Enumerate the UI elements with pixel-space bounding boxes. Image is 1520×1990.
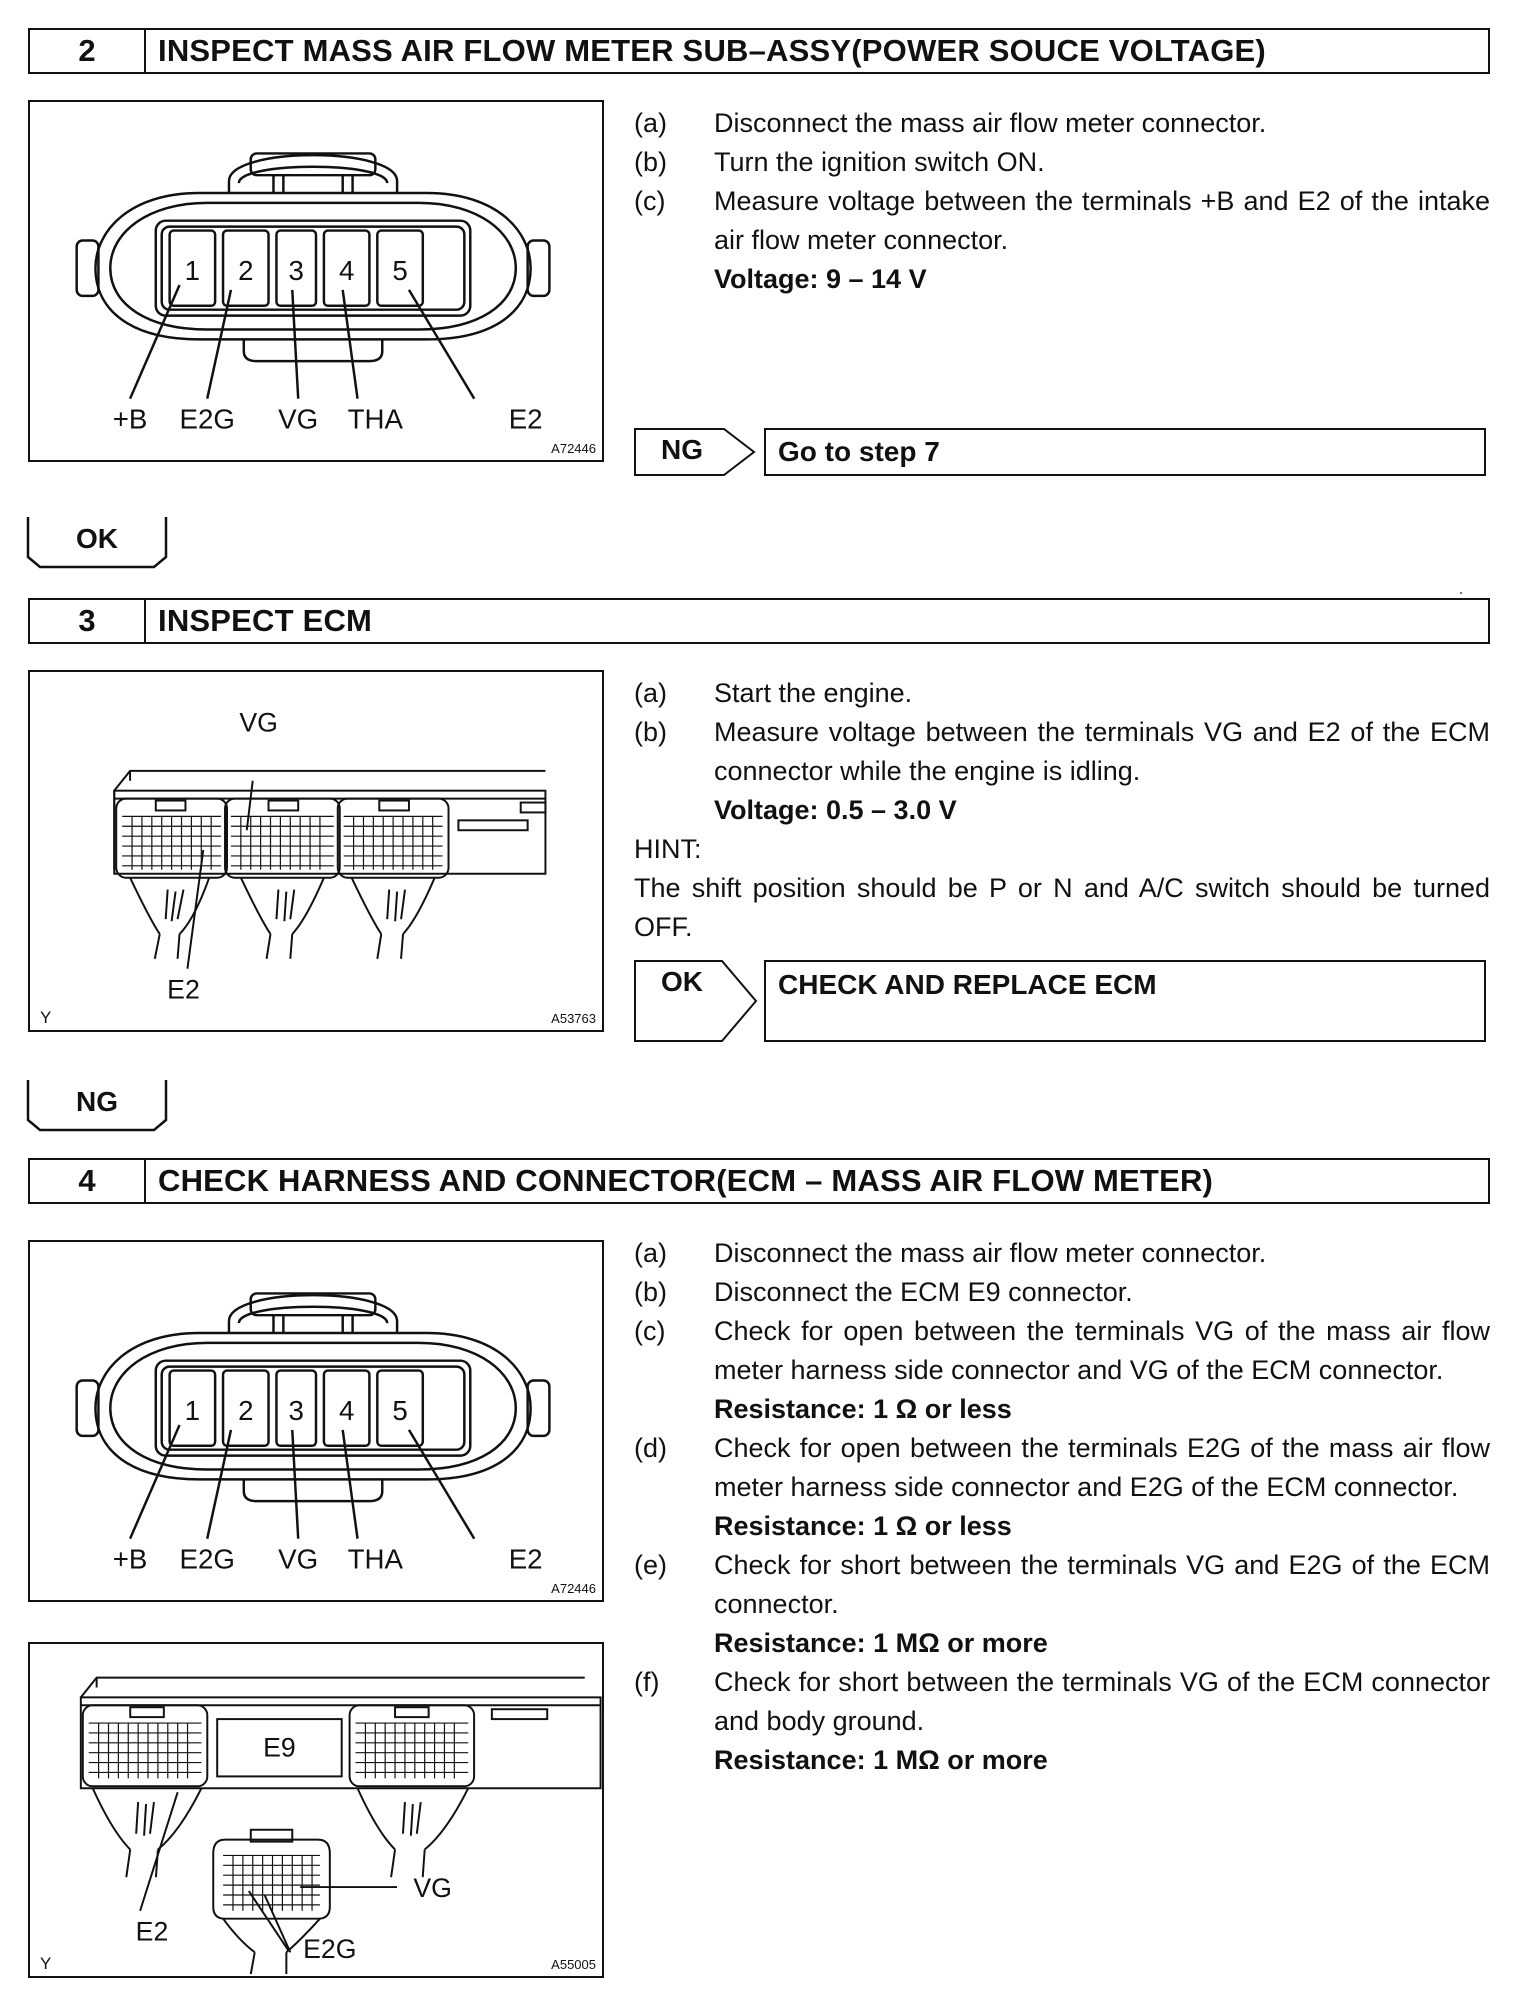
step-2-instructions (634, 104, 1490, 299)
ecm-connector-figure (28, 670, 604, 1032)
item-key: (c) (634, 186, 666, 216)
item-text: Disconnect the mass air flow meter connector. (714, 108, 1267, 138)
e9-connector-label: E9 (263, 1732, 296, 1763)
item-text: Disconnect the mass air flow meter connector. (714, 1238, 1267, 1268)
item-key: (b) (634, 1277, 667, 1307)
terminal-4-number: 4 (338, 255, 355, 287)
maf-connector-figure (28, 100, 604, 462)
ng-flow-label: NG (76, 1086, 118, 1117)
step-2-result (634, 428, 1486, 476)
item-key: (a) (634, 678, 667, 708)
ng-flow-tag (26, 1078, 168, 1132)
item-key: (e) (634, 1550, 667, 1580)
item-text: Turn the ignition switch ON. (714, 147, 1045, 177)
figure-code: A72446 (551, 1581, 596, 1596)
terminal-label-b: +B (112, 403, 148, 435)
ok-flow-tag (26, 515, 168, 569)
item-key: (d) (634, 1433, 667, 1463)
step-3-header (28, 598, 1490, 644)
item-text: Check for open between the terminals E2G of the mass air flow meter harness side connector and E2G of the ECM connector. (714, 1433, 1490, 1502)
instruction-item (634, 1234, 1490, 1273)
e2-callout: E2 (167, 974, 200, 1005)
step-title: INSPECT ECM (158, 603, 373, 638)
item-key: (f) (634, 1667, 660, 1697)
item-text: Check for open between the terminals VG of the mass air flow meter harness side connector and VG of the ECM connector. (714, 1316, 1490, 1385)
item-key: (b) (634, 147, 667, 177)
item-text: Check for short between the terminals VG of the ECM connector and body ground. (714, 1667, 1490, 1736)
step-3-instructions (634, 674, 1490, 947)
terminal-label-e2: E2 (508, 1543, 543, 1575)
vg-callout: VG (239, 707, 278, 738)
step-4-instructions (634, 1234, 1490, 1780)
e2-callout: E2 (135, 1916, 169, 1947)
scan-speck (1460, 592, 1462, 594)
resistance-spec: Resistance: 1 Ω or less (714, 1511, 1012, 1541)
resistance-spec: Resistance: 1 MΩ or more (714, 1745, 1048, 1775)
terminal-2-number: 2 (238, 255, 254, 287)
instruction-item (634, 104, 1490, 143)
ecm-e9-diagram (30, 1644, 602, 1976)
maf-connector-figure (28, 1240, 604, 1602)
step-4-header (28, 1158, 1490, 1204)
step-number: 4 (30, 1160, 146, 1202)
terminal-label-tha: THA (347, 403, 404, 435)
ng-tag (634, 428, 760, 476)
terminal-label-tha: THA (347, 1543, 404, 1575)
item-text: Measure voltage between the terminals +B and E2 of the intake air flow meter connector. (714, 186, 1490, 255)
terminal-label-e2g: E2G (179, 1543, 235, 1575)
voltage-spec: Voltage: 9 – 14 V (714, 264, 927, 294)
figure-code: A53763 (551, 1011, 596, 1026)
terminal-1-number: 1 (184, 1395, 201, 1427)
step-number: 3 (30, 600, 146, 642)
ok-flow-label: OK (76, 523, 118, 554)
voltage-spec: Voltage: 0.5 – 3.0 V (714, 795, 957, 825)
step-number: 2 (30, 30, 146, 72)
resistance-spec: Resistance: 1 Ω or less (714, 1394, 1012, 1424)
ecm-e9-figure (28, 1642, 604, 1978)
maf-connector-diagram (30, 102, 602, 460)
instruction-item (634, 1273, 1490, 1312)
item-key: (c) (634, 1316, 666, 1346)
step-2-header (28, 28, 1490, 74)
instruction-item (634, 1663, 1490, 1741)
hint-label: HINT: (634, 834, 702, 864)
instruction-item (634, 1312, 1490, 1390)
terminal-5-number: 5 (392, 1395, 408, 1427)
terminal-1-number: 1 (184, 255, 201, 287)
step-title: CHECK HARNESS AND CONNECTOR(ECM – MASS AIR FLOW METER) (158, 1163, 1214, 1198)
terminal-2-number: 2 (238, 1395, 254, 1427)
figure-corner-mark: Y (40, 1954, 52, 1973)
hint-text: The shift position should be P or N and A/C switch should be turned OFF. (634, 873, 1490, 942)
ng-label: NG (661, 434, 703, 465)
vg-callout: VG (413, 1872, 452, 1903)
terminal-3-number: 3 (288, 1395, 304, 1427)
maf-connector-diagram (30, 1242, 602, 1600)
item-text: Check for short between the terminals VG and E2G of the ECM connector. (714, 1550, 1490, 1619)
item-key: (a) (634, 1238, 667, 1268)
item-text: Measure voltage between the terminals VG and E2 of the ECM connector while the engine is idling. (714, 717, 1490, 786)
terminal-label-vg: VG (278, 403, 319, 435)
instruction-item (634, 1429, 1490, 1507)
item-text: Disconnect the ECM E9 connector. (714, 1277, 1133, 1307)
instruction-item (634, 1546, 1490, 1624)
figure-code: A72446 (551, 441, 596, 456)
instruction-item (634, 143, 1490, 182)
item-text: Start the engine. (714, 678, 913, 708)
replace-ecm-box: CHECK AND REPLACE ECM (764, 960, 1486, 1042)
e2g-callout: E2G (303, 1934, 357, 1965)
go-to-step-box: Go to step 7 (764, 428, 1486, 476)
item-key: (b) (634, 717, 667, 747)
figure-code: A55005 (551, 1957, 596, 1972)
instruction-item (634, 674, 1490, 713)
step-3-result (634, 960, 1486, 1042)
resistance-spec: Resistance: 1 MΩ or more (714, 1628, 1048, 1658)
instruction-item (634, 182, 1490, 260)
terminal-3-number: 3 (288, 255, 304, 287)
terminal-4-number: 4 (338, 1395, 355, 1427)
terminal-label-e2: E2 (508, 403, 543, 435)
ok-label: OK (661, 966, 703, 997)
step-title: INSPECT MASS AIR FLOW METER SUB–ASSY(POWER SOUCE VOLTAGE) (158, 33, 1266, 68)
item-key: (a) (634, 108, 667, 138)
ok-tag (634, 960, 760, 1042)
terminal-label-vg: VG (278, 1543, 319, 1575)
terminal-5-number: 5 (392, 255, 408, 287)
ecm-connector-diagram (30, 672, 602, 1030)
terminal-label-b: +B (112, 1543, 148, 1575)
terminal-label-e2g: E2G (179, 403, 235, 435)
instruction-item (634, 713, 1490, 791)
figure-corner-mark: Y (40, 1008, 52, 1027)
